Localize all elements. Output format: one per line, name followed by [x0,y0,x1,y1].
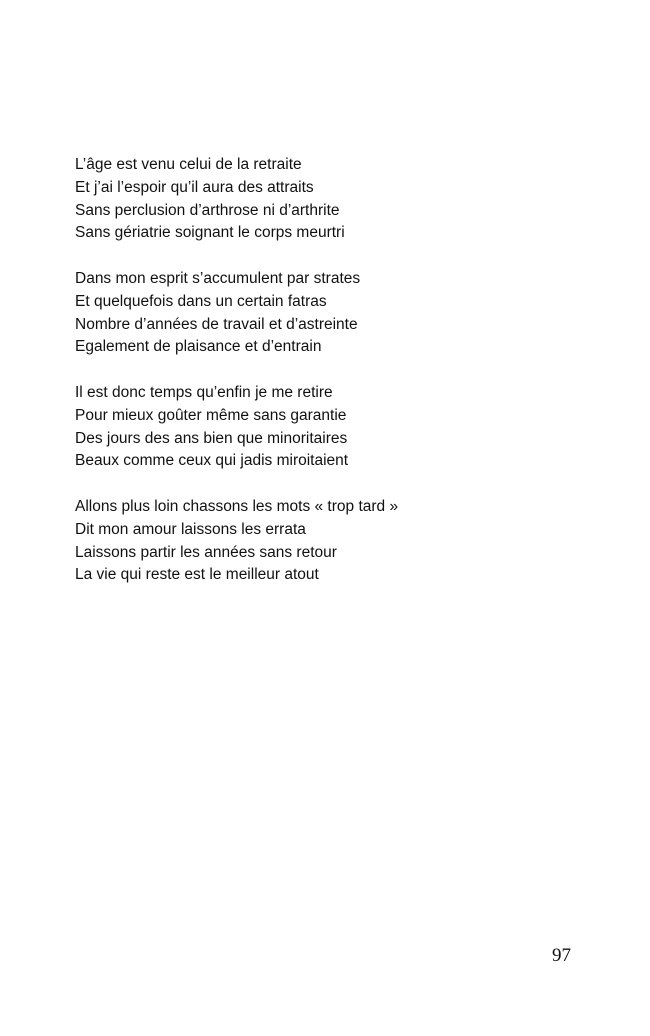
stanza-4 [75,496,615,587]
poem-line: Sans perclusion d’arthrose ni d’arthrite [75,201,340,219]
poem-line: Et quelquefois dans un certain fatras [75,292,327,310]
stanza-1 [75,154,615,245]
poem-line: Laissons partir les années sans retour [75,543,337,561]
stanza-3 [75,382,615,473]
poem-line: Dit mon amour laissons les errata [75,520,306,538]
poem-line: L’âge est venu celui de la retraite [75,156,302,173]
stanza-2 [75,268,615,359]
poem-line: Dans mon esprit s’accumulent par strates [75,269,361,287]
poem-line: Nombre d’années de travail et d’astreinte [75,315,358,333]
poem-line: La vie qui reste est le meilleur atout [75,566,319,584]
poem-line: Pour mieux goûter même sans garantie [75,406,347,424]
poem-line: Et j’ai l’espoir qu’il aura des attraits [75,178,314,196]
poem-line: Allons plus loin chassons les mots « trop tard » [75,497,399,515]
poem-line: Des jours des ans bien que minoritaires [75,429,348,447]
poem-line: Il est donc temps qu’enfin je me retire [75,383,333,401]
poem-line: Beaux comme ceux qui jadis miroitaient [75,452,349,470]
poem-body [75,154,615,610]
poem-line: Sans gériatrie soignant le corps meurtri [75,224,345,242]
page-number: 97 [552,945,571,966]
poem-line: Egalement de plaisance et d’entrain [75,338,322,356]
